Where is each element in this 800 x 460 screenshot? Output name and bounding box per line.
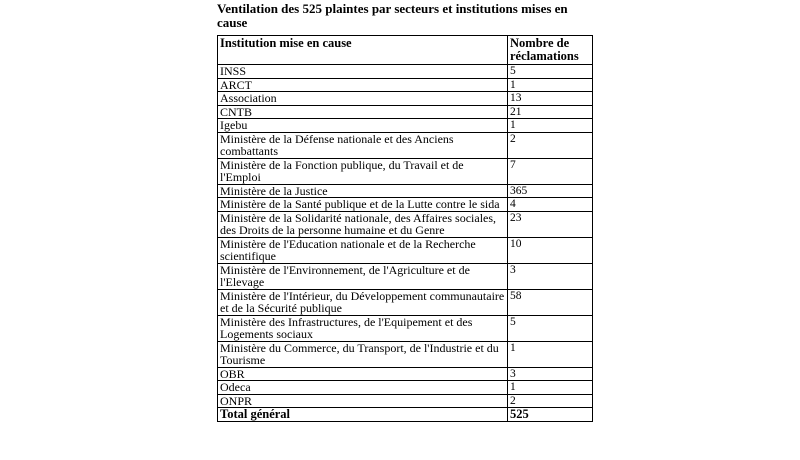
count-cell: 4 xyxy=(508,198,593,212)
table-row xyxy=(218,263,593,289)
table-row xyxy=(218,198,593,212)
document-page xyxy=(217,0,592,422)
institution-cell: Ministère de la Fonction publique, du Travail et de l'Emploi xyxy=(218,158,508,184)
count-cell: 3 xyxy=(508,367,593,381)
table-row xyxy=(218,78,593,92)
institution-cell: Ministère de la Défense nationale et des Anciens combattants xyxy=(218,132,508,158)
institution-cell: ARCT xyxy=(218,78,508,92)
count-cell: 7 xyxy=(508,158,593,184)
total-count: 525 xyxy=(508,408,593,422)
table-row xyxy=(218,211,593,237)
count-cell: 365 xyxy=(508,184,593,198)
institution-cell: CNTB xyxy=(218,105,508,119)
institution-cell: Ministère de l'Environnement, de l'Agriculture et de l'Elevage xyxy=(218,263,508,289)
table-row xyxy=(218,105,593,119)
count-cell: 5 xyxy=(508,315,593,341)
table-row xyxy=(218,119,593,133)
count-cell: 58 xyxy=(508,289,593,315)
institution-cell: Igebu xyxy=(218,119,508,133)
table-row xyxy=(218,92,593,106)
table-row xyxy=(218,394,593,408)
institution-cell: Odeca xyxy=(218,381,508,395)
total-label: Total général xyxy=(218,408,508,422)
institution-cell: Ministère des Infrastructures, de l'Equipement et des Logements sociaux xyxy=(218,315,508,341)
table-row xyxy=(218,367,593,381)
table-row xyxy=(218,341,593,367)
table-row xyxy=(218,381,593,395)
table-title: Ventilation des 525 plaintes par secteurs et institutions mises en cause xyxy=(217,1,568,30)
institution-cell: Ministère de l'Education nationale et de la Recherche scientifique xyxy=(218,237,508,263)
total-row xyxy=(218,408,593,422)
complaints-table xyxy=(217,35,593,422)
table-row xyxy=(218,132,593,158)
institution-cell: Ministère de la Justice xyxy=(218,184,508,198)
table-row xyxy=(218,158,593,184)
institution-cell: Ministère de la Solidarité nationale, des Affaires sociales, des Droits de la personne humaine et du Genre xyxy=(218,211,508,237)
count-cell: 1 xyxy=(508,341,593,367)
count-cell: 13 xyxy=(508,92,593,106)
count-cell: 3 xyxy=(508,263,593,289)
table-row xyxy=(218,184,593,198)
table-row xyxy=(218,289,593,315)
table-body xyxy=(218,65,593,408)
count-cell: 1 xyxy=(508,381,593,395)
count-cell: 2 xyxy=(508,394,593,408)
count-cell: 5 xyxy=(508,65,593,79)
table-row xyxy=(218,237,593,263)
table-header-row xyxy=(218,36,593,65)
institution-cell: ONPR xyxy=(218,394,508,408)
institution-cell: Ministère de la Santé publique et de la Lutte contre le sida xyxy=(218,198,508,212)
institution-cell: Ministère du Commerce, du Transport, de l'Industrie et du Tourisme xyxy=(218,341,508,367)
count-cell: 10 xyxy=(508,237,593,263)
table-row xyxy=(218,315,593,341)
header-count: Nombre de réclamations xyxy=(508,36,593,65)
institution-cell: Association xyxy=(218,92,508,106)
institution-cell: OBR xyxy=(218,367,508,381)
table-row xyxy=(218,65,593,79)
header-institution: Institution mise en cause xyxy=(218,36,508,65)
count-cell: 23 xyxy=(508,211,593,237)
count-cell: 1 xyxy=(508,78,593,92)
count-cell: 1 xyxy=(508,119,593,133)
institution-cell: Ministère de l'Intérieur, du Développement communautaire et de la Sécurité publique xyxy=(218,289,508,315)
institution-cell: INSS xyxy=(218,65,508,79)
count-cell: 21 xyxy=(508,105,593,119)
count-cell: 2 xyxy=(508,132,593,158)
